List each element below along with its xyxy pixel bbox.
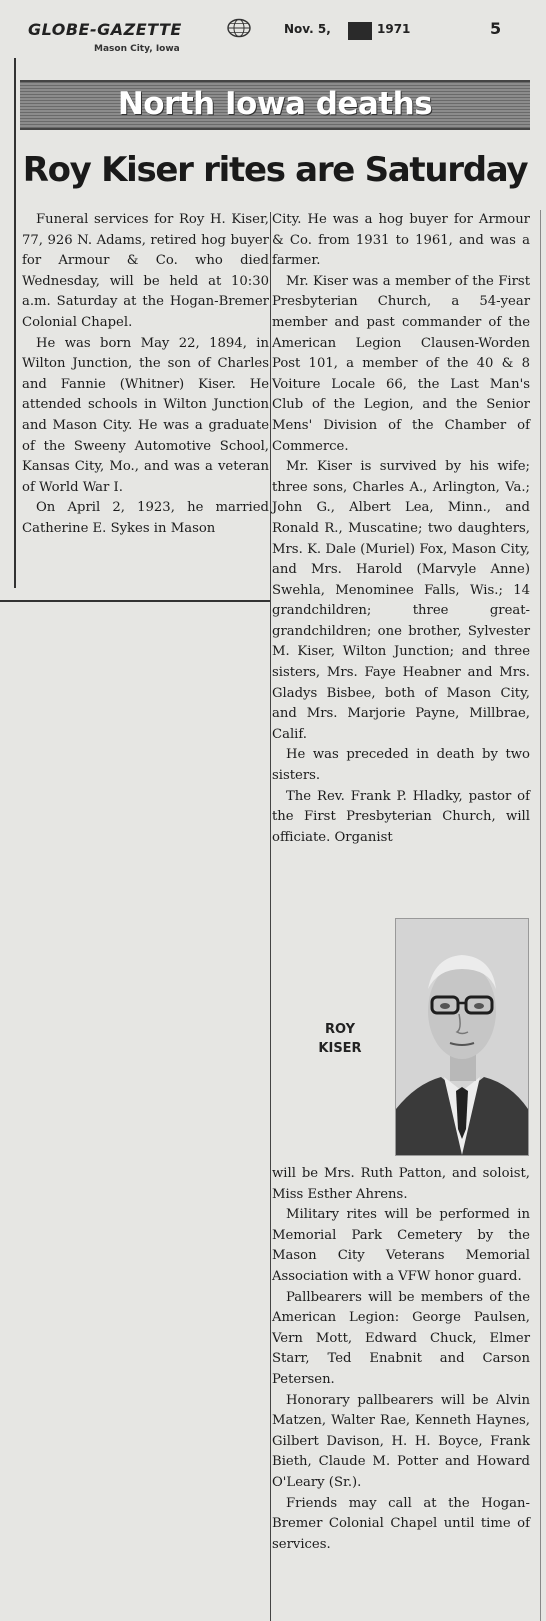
article-column-right-top (272, 210, 530, 848)
column-end-rule (0, 600, 270, 602)
photo-caption (300, 1020, 380, 1058)
right-border-rule (540, 210, 541, 1621)
article-paragraph: Mr. Kiser is survived by his wife; three sons, Charles A., Arlington, Va.; John G., Albert Lea, Minn., and Ronald R., Muscatine; two daughters, Mrs. K. Dale (Muriel) Fox, Mason City, and Mrs. Harold (Marvyle Anne) Swehla, Menominee Falls, Wis.; 14 grandchildren; three great-grandchildren; one brother, Sylvester M. Kiser, Wilton Junction; and three sisters, Mrs. Faye Heabner and Mrs. Gladys Bisbee, both of Mason City, and Mrs. Marjorie Payne, Millbrae, Calif. (272, 459, 530, 742)
portrait-image (396, 919, 528, 1155)
article-paragraph-continuation: will be Mrs. Ruth Patton, and soloist, Miss Esther Ahrens. (272, 1166, 530, 1202)
masthead (22, 14, 532, 54)
left-border-rule (14, 58, 16, 588)
issue-date: Nov. 5, (284, 22, 331, 36)
issue-year: 1971 (377, 22, 411, 36)
article-paragraph: The Rev. Frank P. Hladky, pastor of the First Presbyterian Church, will officiate. Organist (272, 788, 530, 845)
paper-name: GLOBE-GAZETTE (28, 20, 182, 39)
section-banner (20, 80, 530, 130)
photo-caption-first-name: ROY (324, 1022, 355, 1037)
article-paragraph: Pallbearers will be members of the American Legion: George Paulsen, Vern Mott, Edward Chuck, Elmer Starr, Ted Enabnit and Carson Petersen. (272, 1289, 530, 1387)
article-column-right-bottom (272, 1164, 530, 1555)
article-paragraph: On April 2, 1923, he married Catherine E. Sykes in Mason (22, 500, 269, 536)
article-paragraph: He was preceded in death by two sisters. (272, 747, 530, 784)
column-divider (270, 212, 271, 1621)
photo-caption-last-name: KISER (318, 1041, 362, 1056)
article-headline: Roy Kiser rites are Saturday (22, 150, 528, 190)
article-paragraph-continuation: City. He was a hog buyer for Armour & Co. from 1931 to 1961, and was a farmer. (272, 212, 530, 269)
redaction-block (348, 22, 372, 40)
paper-city: Mason City, Iowa (94, 44, 180, 54)
article-paragraph: Military rites will be performed in Memorial Park Cemetery by the Mason City Veterans Memorial Association with a VFW honor guard. (272, 1207, 530, 1284)
portrait-photo (395, 918, 529, 1156)
article-paragraph: Funeral services for Roy H. Kiser, 77, 926 N. Adams, retired hog buyer for Armour & Co. who died Wednesday, will be held at 10:30 a.m. Saturday at the Hogan-Bremer Colonial Chapel. (22, 212, 269, 330)
article-paragraph: Friends may call at the Hogan-Bremer Colonial Chapel until time of services. (272, 1495, 530, 1552)
page-number: 5 (490, 19, 502, 38)
article-paragraph: Mr. Kiser was a member of the First Presbyterian Church, a 54-year member and past commander of the American Legion Clausen-Worden Post 101, a member of the 40 & 8 Voiture Locale 66, the Last Man's Club of the Legion, and the Senior Mens' Division of the Chamber of Commerce. (272, 273, 530, 454)
article-paragraph: Honorary pallbearers will be Alvin Matzen, Walter Rae, Kenneth Haynes, Gilbert Davison, H. H. Boyce, Frank Bieth, Claude M. Potter and Howard O'Leary (Sr.). (272, 1392, 530, 1490)
globe-icon (226, 18, 252, 38)
article-paragraph: He was born May 22, 1894, in Wilton Junction, the son of Charles and Fannie (Whitner) Kiser. He attended schools in Wilton Junction and Mason City. He was a graduate of the Sweeny Automotive School, Kansas City, Mo., and was a veteran of World War I. (22, 335, 269, 495)
section-banner-title: North Iowa deaths (117, 86, 433, 122)
article-column-left (22, 210, 269, 540)
